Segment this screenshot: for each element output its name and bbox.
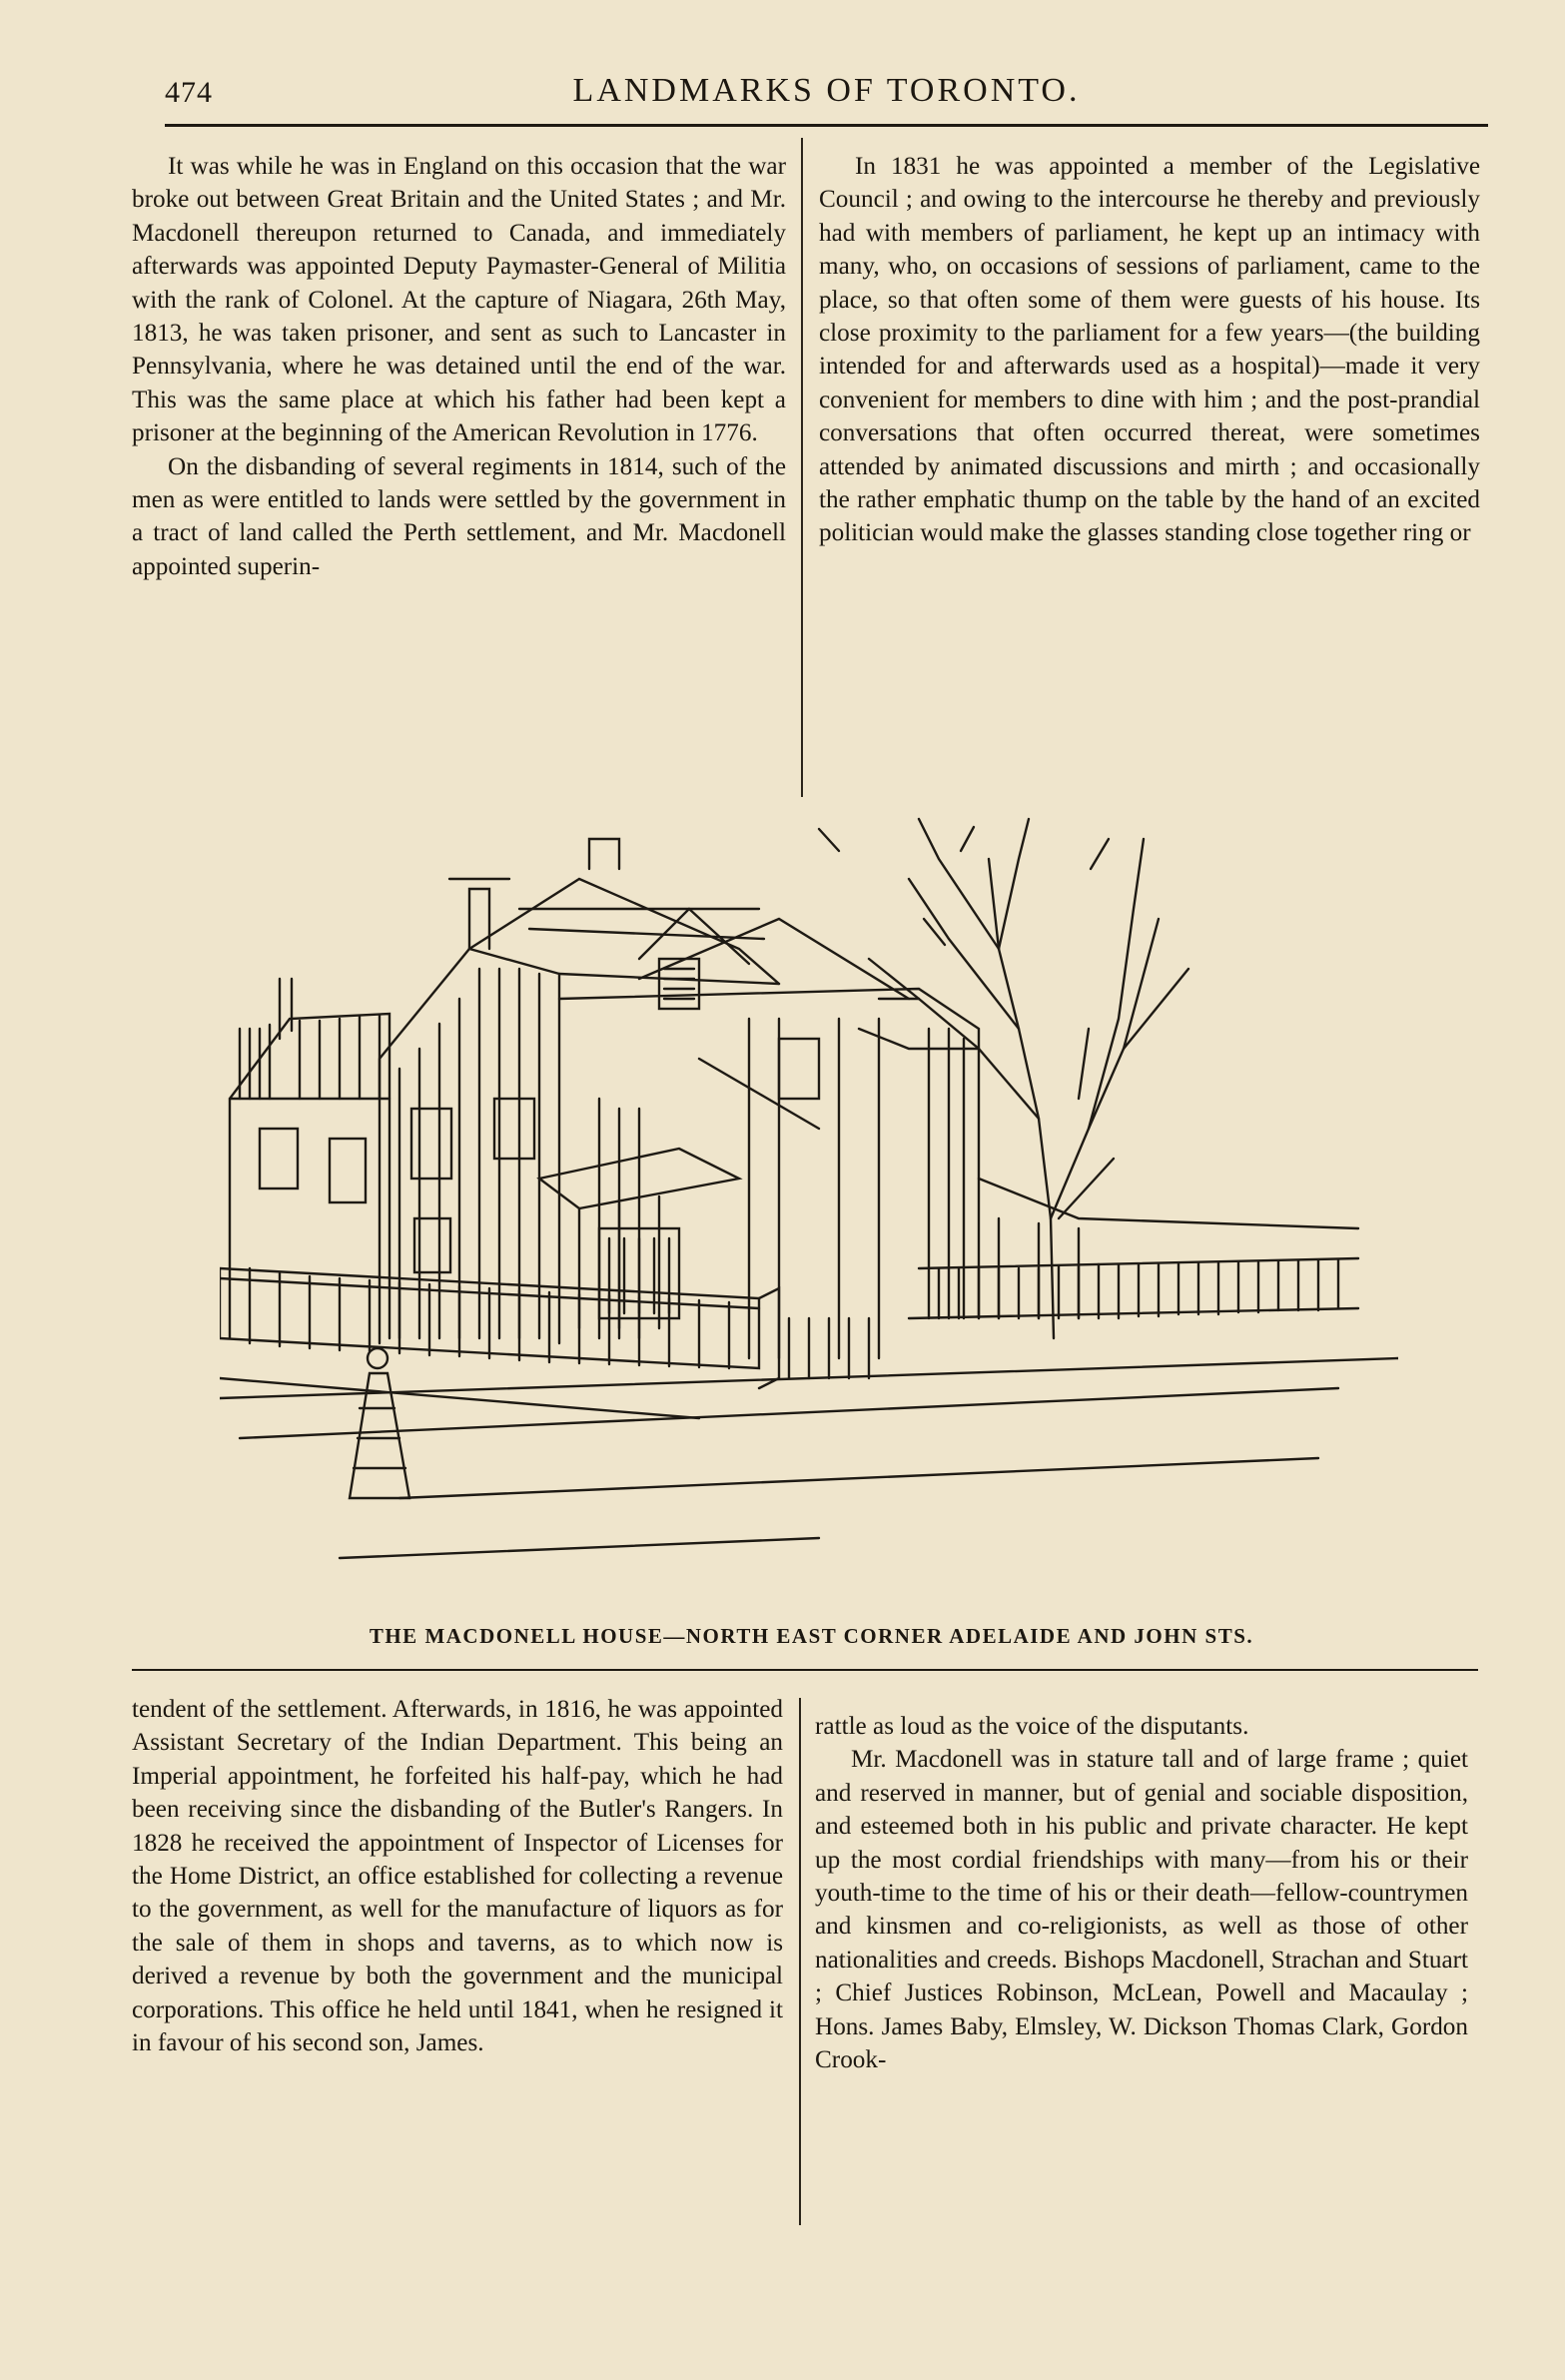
column-top-left [132, 150, 786, 583]
running-head: LANDMARKS OF TORONTO. [572, 72, 1081, 109]
paragraph: tendent of the settlement. Afterwards, in 1816, he was appointed Assistant Secretary of the Indian Department. This being an Imperial appointment, he forfeited his half-pay, which he had been receiving since the disbanding of the Butler's Rangers. In 1828 he received the appointment of Inspector of Licenses for the Home District, an office established for collecting a revenue to the government, as well for the manufacture of liquors as for the sale of them in shops and taverns, as to which now is derived a revenue by both the government and the municipal corporations. This office he held until 1841, when he resigned it in favour of his second son, James. [132, 1696, 783, 2057]
bare-tree [819, 819, 1188, 1338]
column-bottom-left [132, 1693, 783, 2059]
paragraph: In 1831 he was appointed a member of the Legislative Council ; and owing to the intercourse he thereby and previously had with members of parliament, he kept up an intimacy with many, who, on occasions of sessions of parliament, came to the place, so that often some of them were guests of his house. Its close proximity to the parliament for a few years—(the building intended for and afterwards used as a hospital)—made it very convenient for members to dine with him ; and the post-prandial conversations that often occurred thereat, were sometimes attended by animated discussions and mirth ; and occasionally the rather emphatic thump on the table by the hand of an excited politician would make the glasses standing close together ring or [819, 153, 1480, 547]
paragraph: Mr. Macdonell was in stature tall and of large frame ; quiet and reserved in manner, but of genial and sociable disposition, and esteemed both in his public and private character. He kept up the most cordial friendships with many—from his or their youth-time to the time of his or their death—fellow-countrymen and kinsmen and co-religionists, as well as those of other nationalities and creeds. Bishops Macdonell, Strachan and Stuart ; Chief Justices Robinson, McLean, Powell and Macaulay ; Hons. James Baby, Elmsley, W. Dickson Thomas Clark, Gordon Crook- [815, 1746, 1469, 2074]
header-rule [165, 124, 1488, 127]
paragraph: rattle as loud as the voice of the disputants. [815, 1713, 1249, 1740]
house-illustration [220, 799, 1398, 1598]
column-bottom-right [815, 1710, 1468, 2076]
right-annex [909, 1179, 1358, 1318]
page-number: 474 [165, 76, 213, 109]
paragraph: It was while he was in England on this occasion that the war broke out between Great Britain and the United States ; and Mr. Macdonell thereupon returned to Canada, and immediately afterwards was appointed Deputy Paymaster-General of Militia with the rank of Colonel. At the capture of Niagara, 26th May, 1813, he was taken prisoner, and sent as such to Lancaster in Pennsylvania, where he was detained until the end of the war. This was the same place at which his father had been kept a prisoner at the beginning of the American Revolution in 1776. [132, 153, 786, 447]
column-rule [799, 1698, 801, 2225]
illustration-caption: THE MACDONELL HOUSE—NORTH EAST CORNER ADELAIDE AND JOHN STS. [369, 1624, 1254, 1648]
column-top-right [819, 150, 1480, 550]
paragraph: On the disbanding of several regiments in 1814, such of the men as were entitled to lands were settled by the government in a tract of land called the Perth settlement, and Mr. Macdonell appointed superin- [132, 452, 786, 580]
column-rule [801, 138, 803, 797]
ground [220, 1358, 1398, 1558]
caption-rule [132, 1669, 1478, 1671]
walking-figure [350, 1348, 409, 1498]
front-fence [220, 1268, 869, 1388]
page-header [165, 72, 1488, 120]
